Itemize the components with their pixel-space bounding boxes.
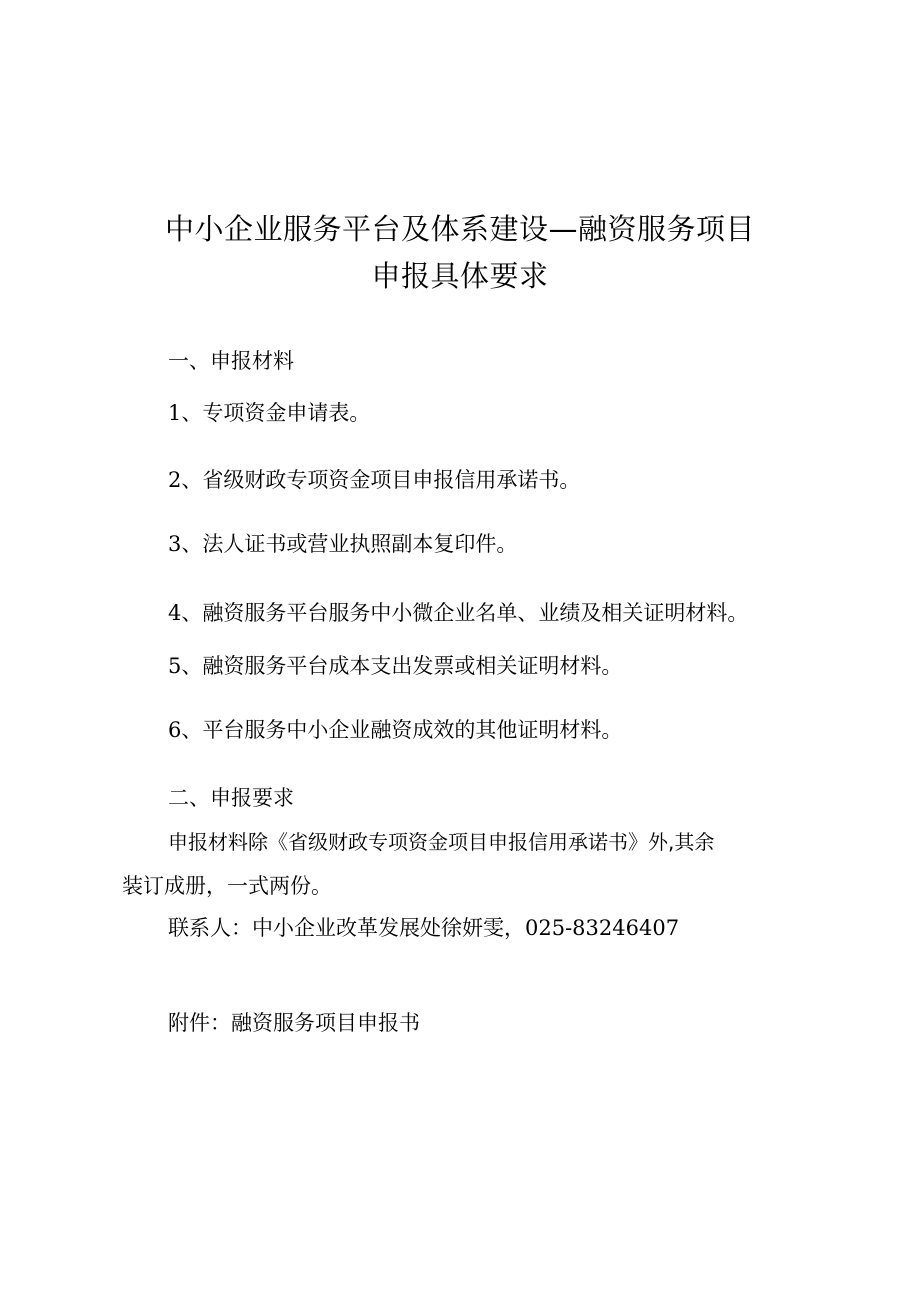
list-item-number: 2	[168, 468, 182, 492]
attachment-line: 附件：融资服务项目申报书	[168, 1011, 420, 1035]
list-item-text: 、专项资金申请表。	[181, 401, 371, 425]
list-item-number: 3	[168, 532, 182, 556]
list-item	[168, 651, 622, 681]
list-item	[168, 529, 517, 559]
list-item	[168, 398, 370, 428]
document-title-line1: 中小企业服务平台及体系建设—融资服务项目	[164, 212, 755, 246]
list-item	[168, 465, 580, 495]
contact-label: 联系人：中小企业改革发展处徐妍雯，	[168, 916, 525, 940]
section1-heading: 一、申报材料	[168, 349, 294, 373]
list-item-text: 、省级财政专项资金项目申报信用承诺书。	[181, 468, 581, 492]
list-item-number: 1	[168, 401, 182, 425]
list-item-text: 、融资服务平台成本支出发票或相关证明材料。	[181, 654, 623, 678]
list-item-text: 、融资服务平台服务中小微企业名单、业绩及相关证明材料。	[181, 601, 749, 625]
list-item	[168, 598, 748, 628]
list-item	[168, 715, 622, 745]
list-item-text: 、法人证书或营业执照副本复印件。	[181, 532, 518, 556]
requirement-paragraph-line2: 装订成册，一式两份。	[122, 874, 332, 898]
list-item-number: 5	[168, 654, 182, 678]
requirement-paragraph-line1: 申报材料除《省级财政专项资金项目申报信用承诺书》外,其余	[168, 830, 715, 854]
document-title-line2: 申报具体要求	[371, 259, 549, 293]
list-item-number: 6	[168, 718, 182, 742]
list-item-text: 、平台服务中小企业融资成效的其他证明材料。	[181, 718, 623, 742]
section2-heading: 二、申报要求	[168, 786, 294, 810]
contact-line	[168, 913, 679, 943]
list-item-number: 4	[168, 601, 182, 625]
contact-phone: 025-83246407	[525, 916, 680, 940]
